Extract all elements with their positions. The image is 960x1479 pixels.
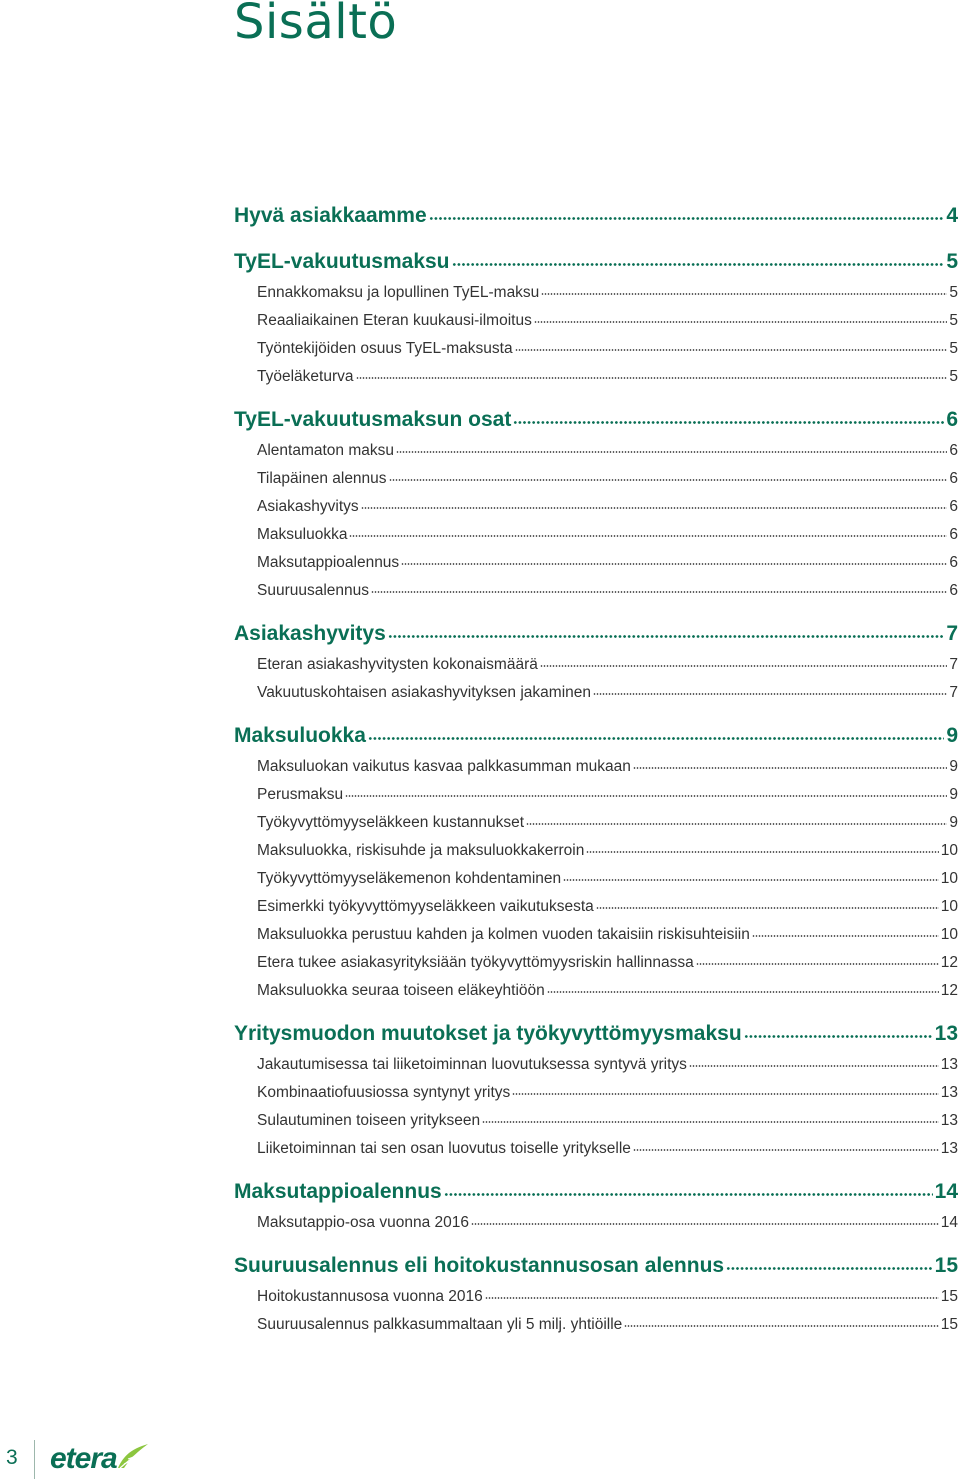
toc-page-number: 10 (940, 926, 958, 943)
toc-section-title: TyEL-vakuutusmaksun osat (234, 408, 512, 431)
dot-leader (389, 478, 948, 482)
dot-leader (513, 420, 944, 425)
toc-page-number: 7 (946, 622, 958, 645)
toc-page-number: 9 (949, 786, 958, 803)
toc-item-title: Jakautumisessa tai liiketoiminnan luovutuksessa syntyvä yritys (257, 1056, 687, 1073)
toc-section-title: Hyvä asiakkaamme (234, 204, 427, 227)
toc-page-number: 13 (940, 1084, 958, 1101)
toc-item-title: Työeläketurva (257, 368, 354, 385)
toc-page-number: 6 (949, 582, 958, 599)
dot-leader (368, 736, 944, 741)
toc-item-title: Maksuluokan vaikutus kasvaa palkkasumman mukaan (257, 758, 631, 775)
dot-leader (401, 562, 947, 566)
dot-leader (471, 1222, 939, 1226)
etera-logo (50, 1440, 150, 1478)
toc-item-title: Työkyvyttömyyseläkkeen kustannukset (257, 814, 525, 831)
toc-section-title: Maksuluokka (234, 724, 366, 747)
dot-leader (752, 934, 939, 938)
toc-page-number: 4 (946, 204, 958, 227)
toc-section-title: Suuruusalennus eli hoitokustannusosan alennus (234, 1254, 725, 1277)
dot-leader (633, 766, 947, 770)
dot-leader (633, 1148, 939, 1152)
dot-leader (593, 692, 947, 696)
toc-section[interactable] (234, 1016, 958, 1046)
dot-leader (586, 850, 938, 854)
toc-item-title: Maksutappio-osa vuonna 2016 (257, 1214, 469, 1231)
toc-item[interactable] (234, 748, 958, 776)
toc-page-number: 6 (949, 470, 958, 487)
toc-page-number: 10 (940, 898, 958, 915)
toc-item-title: Perusmaksu (257, 786, 344, 803)
toc-page-number: 13 (934, 1022, 958, 1045)
dot-leader (541, 292, 947, 296)
toc-item[interactable] (234, 1130, 958, 1158)
toc-page-number: 7 (949, 656, 958, 673)
leaf-icon (114, 1442, 150, 1472)
dot-leader (361, 506, 948, 510)
toc-item[interactable] (234, 860, 958, 888)
dot-leader (526, 822, 947, 826)
toc-item-title: Työntekijöiden osuus TyEL-maksusta (257, 340, 513, 357)
toc-item[interactable] (234, 832, 958, 860)
toc-item[interactable] (234, 1046, 958, 1074)
toc-item[interactable] (234, 1102, 958, 1130)
toc-item-title: Maksuluokka (257, 526, 348, 543)
page-title: Sisältö (234, 0, 398, 50)
dot-leader (356, 376, 948, 380)
toc-item[interactable] (234, 544, 958, 572)
toc-section[interactable] (234, 718, 958, 748)
toc-page-number: 6 (949, 554, 958, 571)
toc-item-title: Hoitokustannusosa vuonna 2016 (257, 1288, 483, 1305)
dot-leader (388, 634, 945, 639)
dot-leader (349, 534, 947, 538)
toc-item-title: Kombinaatiofuusiossa syntynyt yritys (257, 1084, 511, 1101)
toc-item[interactable] (234, 646, 958, 674)
toc-page-number: 13 (940, 1056, 958, 1073)
page-number: 3 (6, 1446, 18, 1469)
toc-item[interactable] (234, 330, 958, 358)
toc-item-title: Maksuluokka seuraa toiseen eläkeyhtiöön (257, 982, 545, 999)
dot-leader (547, 990, 939, 994)
toc-section-title: Asiakashyvitys (234, 622, 386, 645)
dot-leader (345, 794, 947, 798)
toc-item-title: Alentamaton maksu (257, 442, 394, 459)
toc-page-number: 5 (949, 312, 958, 329)
dot-leader (429, 216, 945, 221)
toc-item-title: Suuruusalennus (257, 582, 370, 599)
toc-item[interactable] (234, 460, 958, 488)
dot-leader (624, 1324, 938, 1328)
toc-page-number: 15 (940, 1288, 958, 1305)
toc-page-number: 9 (946, 724, 958, 747)
toc-item-title: Ennakkomaksu ja lopullinen TyEL-maksu (257, 284, 540, 301)
toc-page-number: 12 (940, 954, 958, 971)
dot-leader (689, 1064, 939, 1068)
toc-section[interactable] (234, 402, 958, 432)
toc-section[interactable] (234, 1248, 958, 1278)
toc-item[interactable] (234, 432, 958, 460)
toc-page-number: 13 (940, 1112, 958, 1129)
toc-item[interactable] (234, 916, 958, 944)
dot-leader (396, 450, 947, 454)
toc-item-title: Sulautuminen toiseen yritykseen (257, 1112, 481, 1129)
toc-page-number: 7 (949, 684, 958, 701)
toc-item-title: Vakuutuskohtaisen asiakashyvityksen jakaminen (257, 684, 592, 701)
toc-section-title: TyEL-vakuutusmaksu (234, 250, 450, 273)
table-of-contents (234, 198, 958, 1334)
dot-leader (452, 262, 945, 267)
toc-page-number: 9 (949, 814, 958, 831)
dot-leader (696, 962, 939, 966)
dot-leader (726, 1266, 933, 1271)
toc-page-number: 6 (949, 442, 958, 459)
toc-item-title: Asiakashyvitys (257, 498, 359, 515)
toc-page-number: 6 (949, 526, 958, 543)
toc-page-number: 6 (946, 408, 958, 431)
dot-leader (534, 320, 948, 324)
logo-wordmark: etera (50, 1442, 117, 1475)
footer-divider (34, 1440, 35, 1479)
toc-section[interactable] (234, 616, 958, 646)
toc-item-title: Etera tukee asiakasyrityksiään työkyvyttömyysriskin hallinnassa (257, 954, 694, 971)
dot-leader (512, 1092, 938, 1096)
dot-leader (563, 878, 939, 882)
toc-item-title: Reaaliaikainen Eteran kuukausi-ilmoitus (257, 312, 532, 329)
toc-item[interactable] (234, 302, 958, 330)
toc-item[interactable] (234, 776, 958, 804)
toc-item[interactable] (234, 972, 958, 1000)
dot-leader (596, 906, 939, 910)
toc-item[interactable] (234, 488, 958, 516)
toc-page-number: 14 (940, 1214, 958, 1231)
toc-section[interactable] (234, 1174, 958, 1204)
toc-item[interactable] (234, 1278, 958, 1306)
toc-item[interactable] (234, 274, 958, 302)
dot-leader (744, 1034, 933, 1039)
toc-item-title: Esimerkki työkyvyttömyyseläkkeen vaikutuksesta (257, 898, 594, 915)
toc-section[interactable] (234, 198, 958, 228)
toc-item[interactable] (234, 888, 958, 916)
toc-page-number: 5 (949, 368, 958, 385)
toc-page-number: 12 (940, 982, 958, 999)
toc-item-title: Maksuluokka perustuu kahden ja kolmen vuoden takaisiin riskisuhteisiin (257, 926, 750, 943)
toc-item[interactable] (234, 1204, 958, 1232)
dot-leader (444, 1192, 933, 1197)
toc-page-number: 14 (934, 1180, 958, 1203)
toc-page-number: 10 (940, 870, 958, 887)
dot-leader (540, 664, 948, 668)
dot-leader (515, 348, 948, 352)
toc-item[interactable] (234, 572, 958, 600)
toc-section[interactable] (234, 244, 958, 274)
toc-page-number: 9 (949, 758, 958, 775)
toc-item-title: Eteran asiakashyvitysten kokonaismäärä (257, 656, 538, 673)
toc-page-number: 13 (940, 1140, 958, 1157)
toc-item[interactable] (234, 516, 958, 544)
toc-section-title: Maksutappioalennus (234, 1180, 442, 1203)
toc-item[interactable] (234, 944, 958, 972)
toc-item[interactable] (234, 804, 958, 832)
toc-page-number: 5 (949, 340, 958, 357)
toc-section-title: Yritysmuodon muutokset ja työkyvyttömyysmaksu (234, 1022, 742, 1045)
toc-item-title: Maksuluokka, riskisuhde ja maksuluokkakerroin (257, 842, 585, 859)
toc-item[interactable] (234, 1306, 958, 1334)
toc-item[interactable] (234, 1074, 958, 1102)
dot-leader (485, 1296, 939, 1300)
toc-item-title: Suuruusalennus palkkasummaltaan yli 5 milj. yhtiöille (257, 1316, 623, 1333)
dot-leader (371, 590, 947, 594)
toc-page-number: 10 (940, 842, 958, 859)
toc-item-title: Työkyvyttömyyseläkemenon kohdentaminen (257, 870, 562, 887)
toc-page-number: 5 (946, 250, 958, 273)
toc-item-title: Maksutappioalennus (257, 554, 400, 571)
toc-page-number: 6 (949, 498, 958, 515)
toc-page-number: 5 (949, 284, 958, 301)
toc-page-number: 15 (940, 1316, 958, 1333)
toc-item[interactable] (234, 358, 958, 386)
toc-item-title: Liiketoiminnan tai sen osan luovutus toiselle yritykselle (257, 1140, 631, 1157)
toc-page-number: 15 (934, 1254, 958, 1277)
toc-item-title: Tilapäinen alennus (257, 470, 387, 487)
dot-leader (482, 1120, 939, 1124)
toc-item[interactable] (234, 674, 958, 702)
